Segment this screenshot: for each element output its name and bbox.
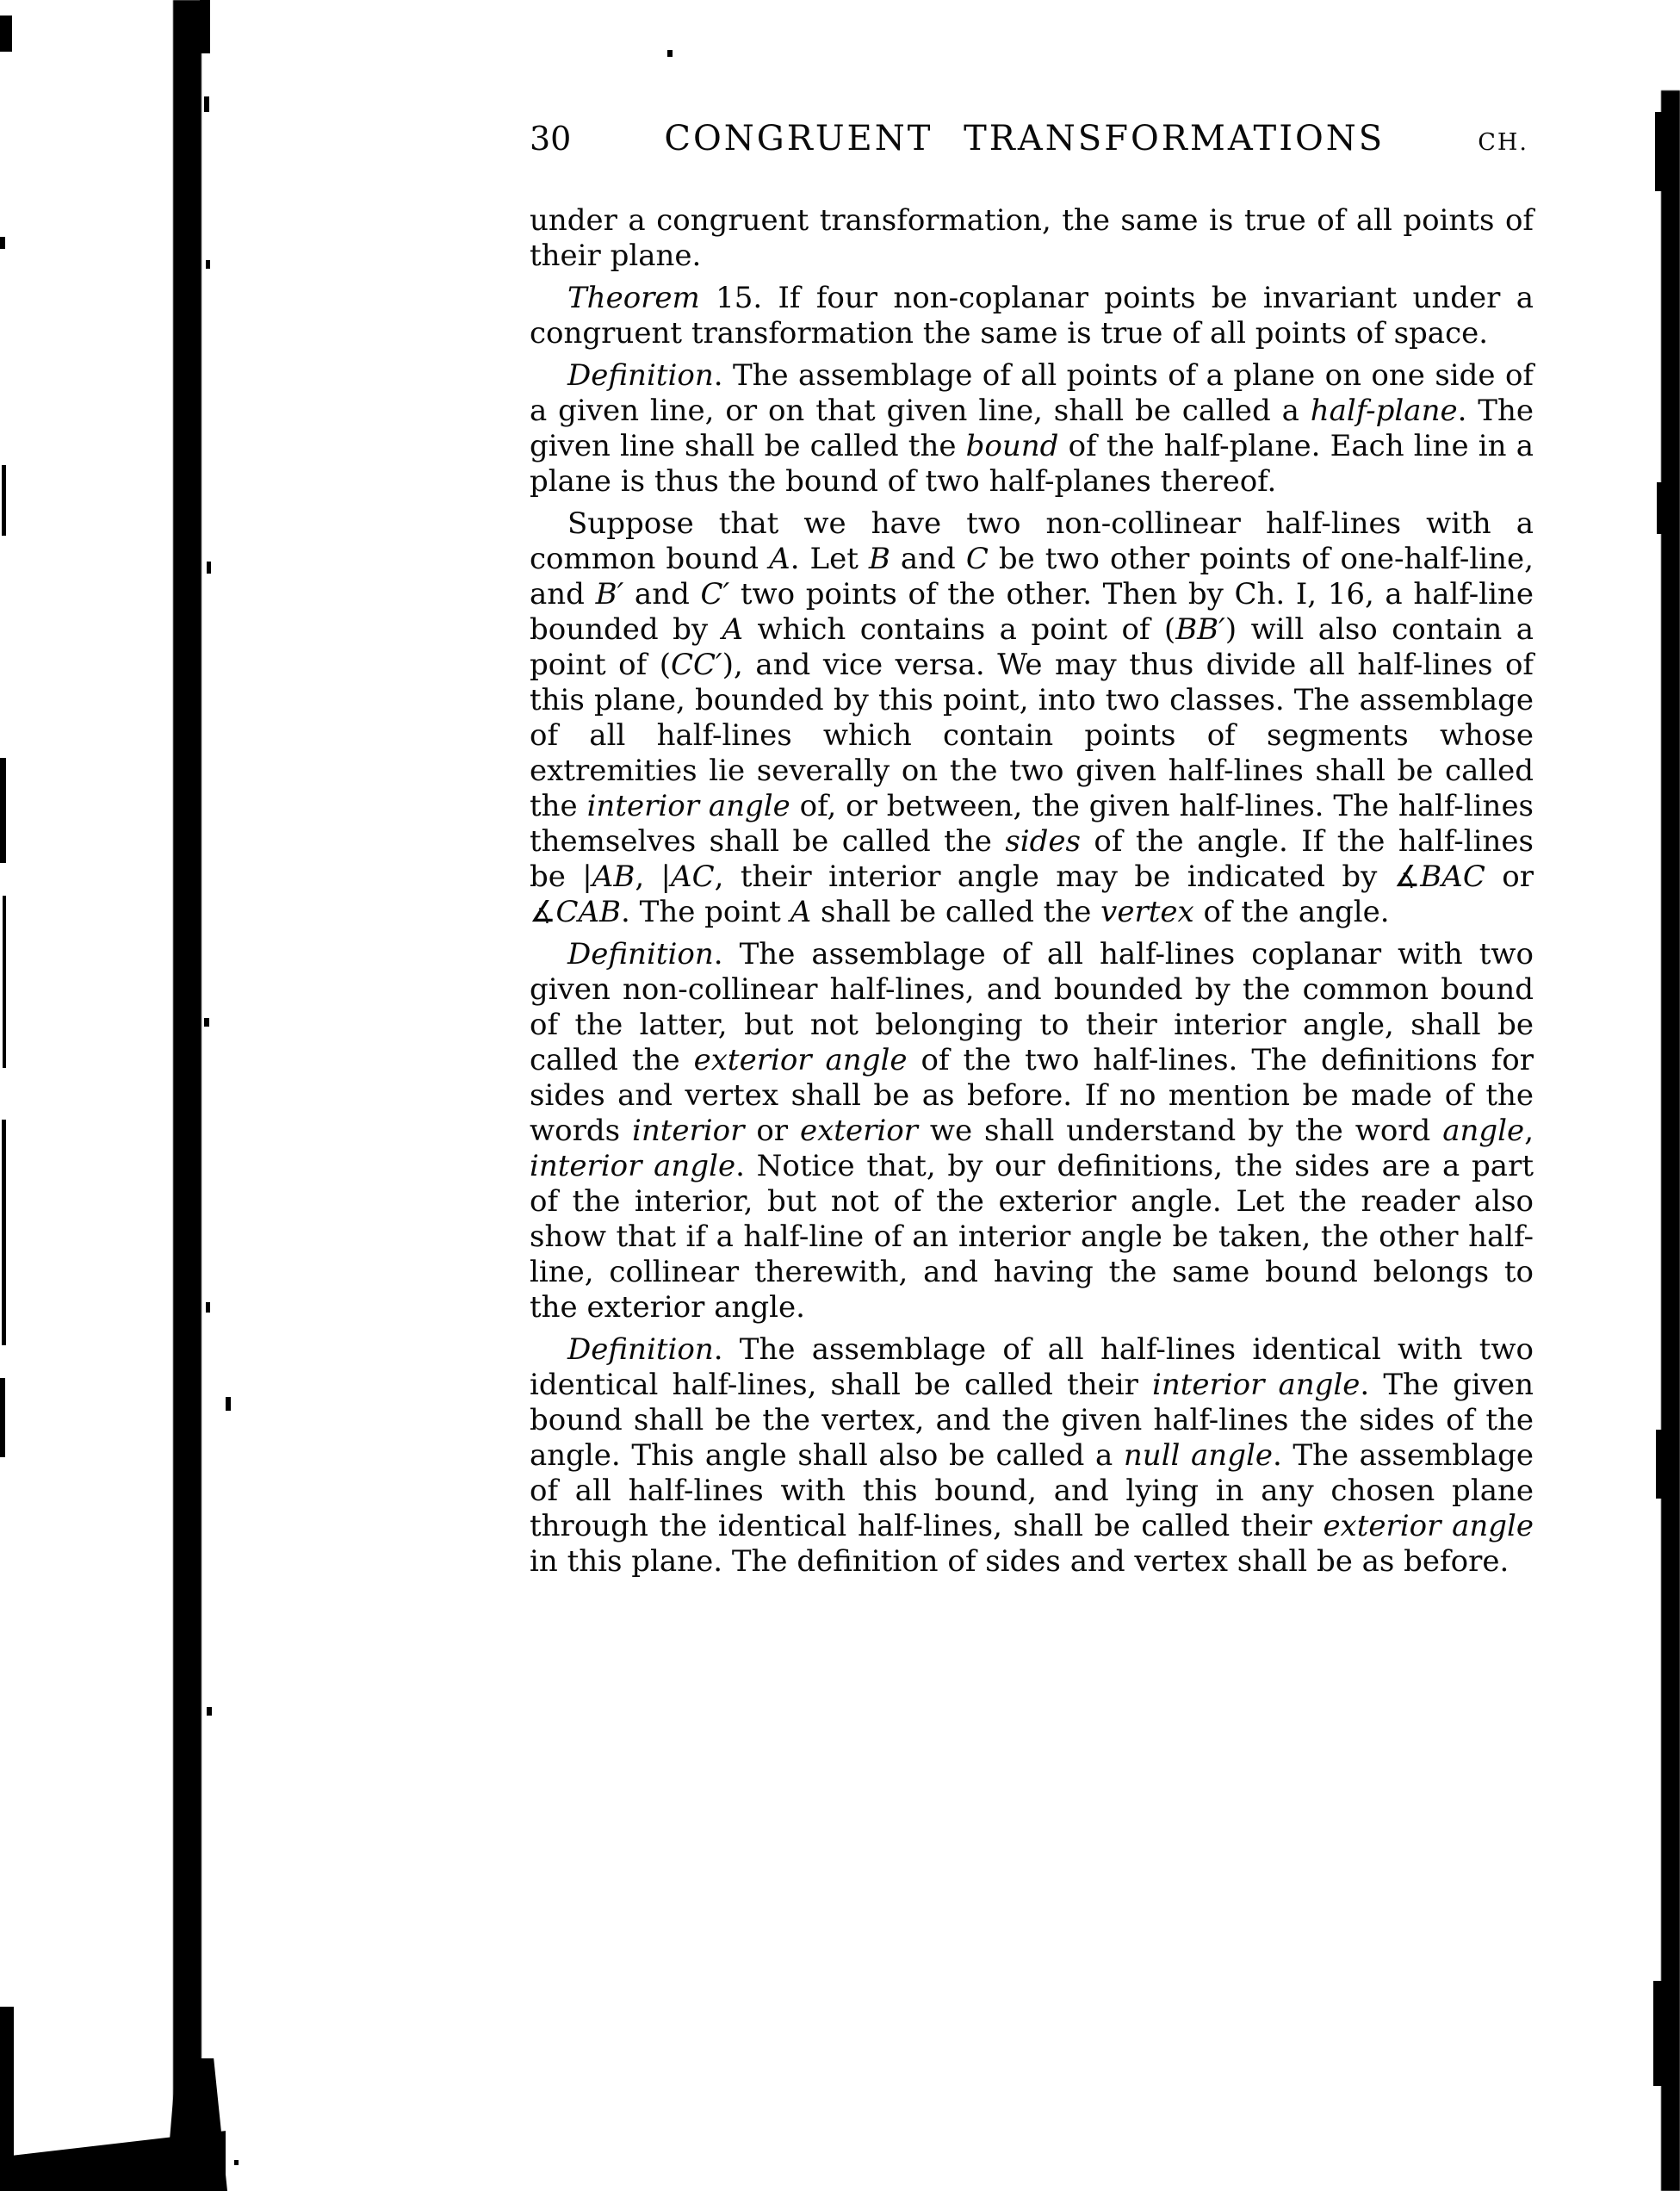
scan-artifact-speck	[226, 1397, 231, 1411]
body-text: shall be called the	[811, 895, 1101, 929]
italic-text: exterior	[799, 1114, 918, 1148]
paragraph	[530, 203, 1534, 274]
scan-artifact-left-edge-streak	[2, 465, 6, 536]
italic-text: interior	[631, 1114, 745, 1148]
body-text: . The given bound shall be the vertex, and the given half-lines the sides of the angle. This angle shall also be called a	[530, 1368, 1534, 1473]
body-text: . The assemblage of all half-lines with this bound, and lying in any chosen plane through the identical half-lines, shall be called their	[530, 1438, 1534, 1543]
italic-text: interior angle	[1151, 1368, 1361, 1402]
italic-text: BB′	[1175, 612, 1225, 647]
body-text: and	[623, 577, 701, 611]
italic-text: exterior angle	[1323, 1509, 1534, 1543]
scan-artifact-left-gutter-bar	[173, 0, 201, 2191]
body-text: , their interior angle may be indicated by ∡	[714, 860, 1421, 894]
italic-text: B	[868, 542, 890, 576]
body-text: two points of the other. Then by Ch. I, 16, a half-line bounded by	[530, 577, 1534, 647]
body-text: Suppose that we have two non-collinear half-lines with a common bound	[530, 506, 1534, 576]
body-text: of the angle. If the half-lines be |	[530, 824, 1534, 894]
scan-artifact-left-edge-streak	[3, 896, 6, 1068]
body-text: . Let	[790, 542, 869, 576]
scan-artifact-left-edge-streak	[0, 237, 5, 249]
body-text: which contains a point of (	[743, 612, 1176, 647]
scan-artifact-right-strip-notch	[1653, 1981, 1662, 2086]
body-text: of the half-plane. Each line in a plane is thus the bound of two half-planes thereof.	[530, 429, 1534, 499]
running-title: CONGRUENT TRANSFORMATIONS	[664, 119, 1386, 158]
body-text: of the angle.	[1193, 895, 1390, 929]
body-text: 15. If four non-coplanar points be invariant under a congruent transformation the same is true of all points of space.	[530, 281, 1534, 351]
scan-artifact-left-edge-streak	[0, 1378, 5, 1457]
body-text: . The assemblage of all points of a plane on one side of a given line, or on that given line, shall be called a	[530, 358, 1534, 428]
body-text: be two other points of one-half-line, and	[530, 542, 1534, 611]
italic-text: sides	[1005, 824, 1081, 859]
italic-text: AC	[671, 860, 715, 894]
italic-text: angle	[1442, 1114, 1525, 1148]
paragraph	[530, 506, 1534, 930]
italic-text: exterior angle	[693, 1043, 908, 1077]
scan-artifact-left-edge-streak	[0, 758, 6, 863]
body-text: or ∡	[530, 860, 1534, 929]
italic-text: A	[769, 542, 790, 576]
paragraph	[530, 937, 1534, 1325]
body-text: under a congruent transformation, the same is true of all points of their plane.	[530, 203, 1534, 273]
chapter-label: CH.	[1478, 129, 1528, 156]
scan-artifact-right-strip-notch	[1657, 482, 1662, 534]
italic-text: CC′	[671, 648, 722, 682]
running-header	[530, 119, 1534, 158]
scan-artifact-bottom-left-wedge	[0, 2126, 226, 2191]
scan-artifact-left-edge-streak	[0, 16, 12, 52]
body-text: . Notice that, by our definitions, the sides are a part of the interior, but not of the exterior angle. Let the reader also show that if a half-line of an interior angle be taken, the other half-line, collinear therewith, and having the same bound belongs to the exterior angle.	[530, 1149, 1534, 1325]
body-text: of, or between, the given half-lines. The half-lines themselves shall be called the	[530, 789, 1534, 859]
scan-artifact-right-strip-notch	[1656, 1430, 1662, 1499]
body-text: or	[744, 1114, 800, 1148]
italic-text: null angle	[1123, 1438, 1273, 1473]
italic-text: AB	[592, 860, 635, 894]
italic-text: C	[965, 542, 989, 576]
paragraph	[530, 281, 1534, 351]
scan-artifact-bar-speck	[207, 1707, 212, 1716]
scan-artifact-speck	[667, 50, 673, 57]
body-text: ,	[1524, 1114, 1534, 1148]
scan-artifact-bar-speck	[204, 1018, 209, 1027]
body-text: . The assemblage of all half-lines identical with two identical half-lines, shall be called their	[530, 1332, 1534, 1402]
body-text: and	[890, 542, 966, 576]
italic-text: B′	[595, 577, 624, 611]
body-text: of the two half-lines. The definitions for sides and vertex shall be as before. If no mention be made of the words	[530, 1043, 1534, 1148]
italic-text: interior angle	[530, 1149, 736, 1183]
italic-text: C′	[700, 577, 730, 611]
italic-text: Definition	[567, 1332, 714, 1367]
scan-artifact-speck	[234, 2160, 239, 2165]
scan-artifact-bar-speck	[204, 96, 209, 112]
scan-artifact-bar-speck	[207, 562, 211, 574]
page-number: 30	[530, 120, 572, 158]
italic-text: bound	[965, 429, 1059, 463]
scan-artifact-right-strip-notch	[1655, 112, 1662, 191]
italic-text: half-plane	[1310, 394, 1458, 428]
body-text: , |	[635, 860, 672, 894]
body-text: ) will also contain a point of (	[530, 612, 1534, 682]
body-text: in this plane. The definition of sides and vertex shall be as before.	[530, 1544, 1510, 1579]
scan-artifact-right-edge-strip	[1661, 90, 1680, 2191]
body-text: . The given line shall be called the	[530, 394, 1534, 463]
scan-artifact-left-edge-streak	[2, 1120, 6, 1345]
italic-text: vertex	[1100, 895, 1194, 929]
italic-text: Definition	[567, 358, 714, 393]
scan-artifact-bar-speck	[206, 1302, 210, 1313]
body-text: . The assemblage of all half-lines coplanar with two given non-collinear half-lines, and bounded by the common bound of the latter, but not belonging to their interior angle, shall be called the	[530, 937, 1534, 1077]
paragraph	[530, 358, 1534, 500]
italic-text: A	[722, 612, 744, 647]
body-text: we shall understand by the word	[917, 1114, 1443, 1148]
italic-text: interior angle	[586, 789, 790, 823]
italic-text: CAB	[555, 895, 622, 929]
text-column	[530, 119, 1534, 1580]
italic-text: BAC	[1420, 860, 1485, 894]
italic-text: A	[790, 895, 812, 929]
scan-artifact-left-bar-top-widen	[200, 0, 210, 53]
italic-text: Theorem	[567, 281, 700, 315]
paragraph	[530, 1332, 1534, 1580]
italic-text: Definition	[567, 937, 714, 971]
page-body	[530, 203, 1534, 1580]
body-text: ), and vice versa. We may thus divide all half-lines of this plane, bounded by this point, into two classes. The assemblage of all half-lines which contain points of segments whose extremities lie severally on the two given half-lines shall be called the	[530, 648, 1534, 823]
scan-artifact-bar-speck	[206, 260, 210, 269]
body-text: . The point	[621, 895, 790, 929]
